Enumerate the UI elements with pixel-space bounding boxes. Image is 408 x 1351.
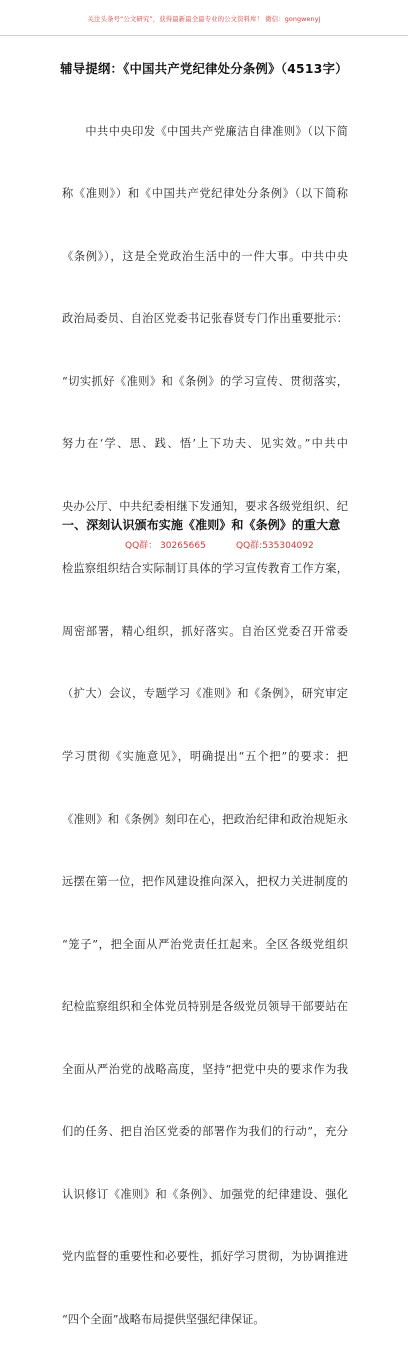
body-line: 周密部署，精心组织，抓好落实。自治区党委召开常委 bbox=[62, 624, 348, 638]
body-line: 远摆在第一位，把作风建设推向深入，把权力关进制度的 bbox=[62, 875, 348, 889]
body-line: “切实抓好《准则》和《条例》的学习宣传、贯彻落实， bbox=[62, 374, 348, 388]
qq-group-link[interactable]: QQ群:535304092 bbox=[236, 541, 314, 551]
body-line: 们的任务、把自治区党委的部署作为我们的行动”，充分 bbox=[62, 1125, 348, 1139]
body-line: 认识修订《准则》和《条例》、加强党的纪律建设、强化 bbox=[62, 1187, 348, 1201]
body-line: （扩大）会议，专题学习《准则》和《条例》，研究审定 bbox=[62, 687, 348, 701]
qq-group-link[interactable]: QQ群： 30265665 bbox=[125, 541, 206, 551]
body-line: 全面从严治党的战略高度，坚持“把党中央的要求作为我 bbox=[62, 1062, 348, 1076]
document-body bbox=[62, 80, 348, 1351]
body-line: “四个全面”战略布局提供坚强纪律保证。 bbox=[62, 1312, 265, 1326]
body-line: 努力在‘学、思、践、悟’上下功夫、见实效。”中共中 bbox=[62, 437, 348, 451]
banner-text: 关注头条号“公文研究”，获得最新最全最专业的公文资料库！ 微信：gongwenyj bbox=[87, 15, 321, 23]
document-title: 辅导提纲：《中国共产党纪律处分条例》（4513字） bbox=[60, 62, 348, 76]
body-line: 《条例》），这是全党政治生活中的一件大事。中共中央 bbox=[62, 249, 348, 263]
body-line: 学习贯彻《实施意见》，明确提出“五个把”的要求：把 bbox=[62, 750, 348, 763]
header-banner bbox=[0, 0, 408, 36]
body-line: 《准则》和《条例》刻印在心，把政治纪律和政治规矩永 bbox=[62, 812, 348, 826]
body-line: 纪检监察组织和全体党员特别是各级党员领导干部要站在 bbox=[62, 1000, 348, 1014]
body-line: 央办公厅、中共纪委相继下发通知，要求各级党组织、纪 bbox=[62, 499, 348, 513]
body-line: 党内监督的重要性和必要性，抓好学习贯彻，为协调推进 bbox=[62, 1250, 348, 1264]
body-line: 中共中央印发《中国共产党廉洁自律准则》（以下简 bbox=[62, 124, 348, 138]
section-heading: 一、深刻认识颁布实施《准则》和《条例》的重大意 bbox=[62, 518, 341, 532]
body-line: “笼子”，把全面从严治党责任扛起来。全区各级党组织 bbox=[62, 937, 348, 951]
body-line: 政治局委员、自治区党委书记张春贤专门作出重要批示： bbox=[62, 312, 348, 326]
body-line: 称《准则》）和《中国共产党纪律处分条例》（以下简称 bbox=[62, 187, 348, 201]
body-line: 检监察组织结合实际制订具体的学习宣传教育工作方案， bbox=[62, 562, 348, 576]
